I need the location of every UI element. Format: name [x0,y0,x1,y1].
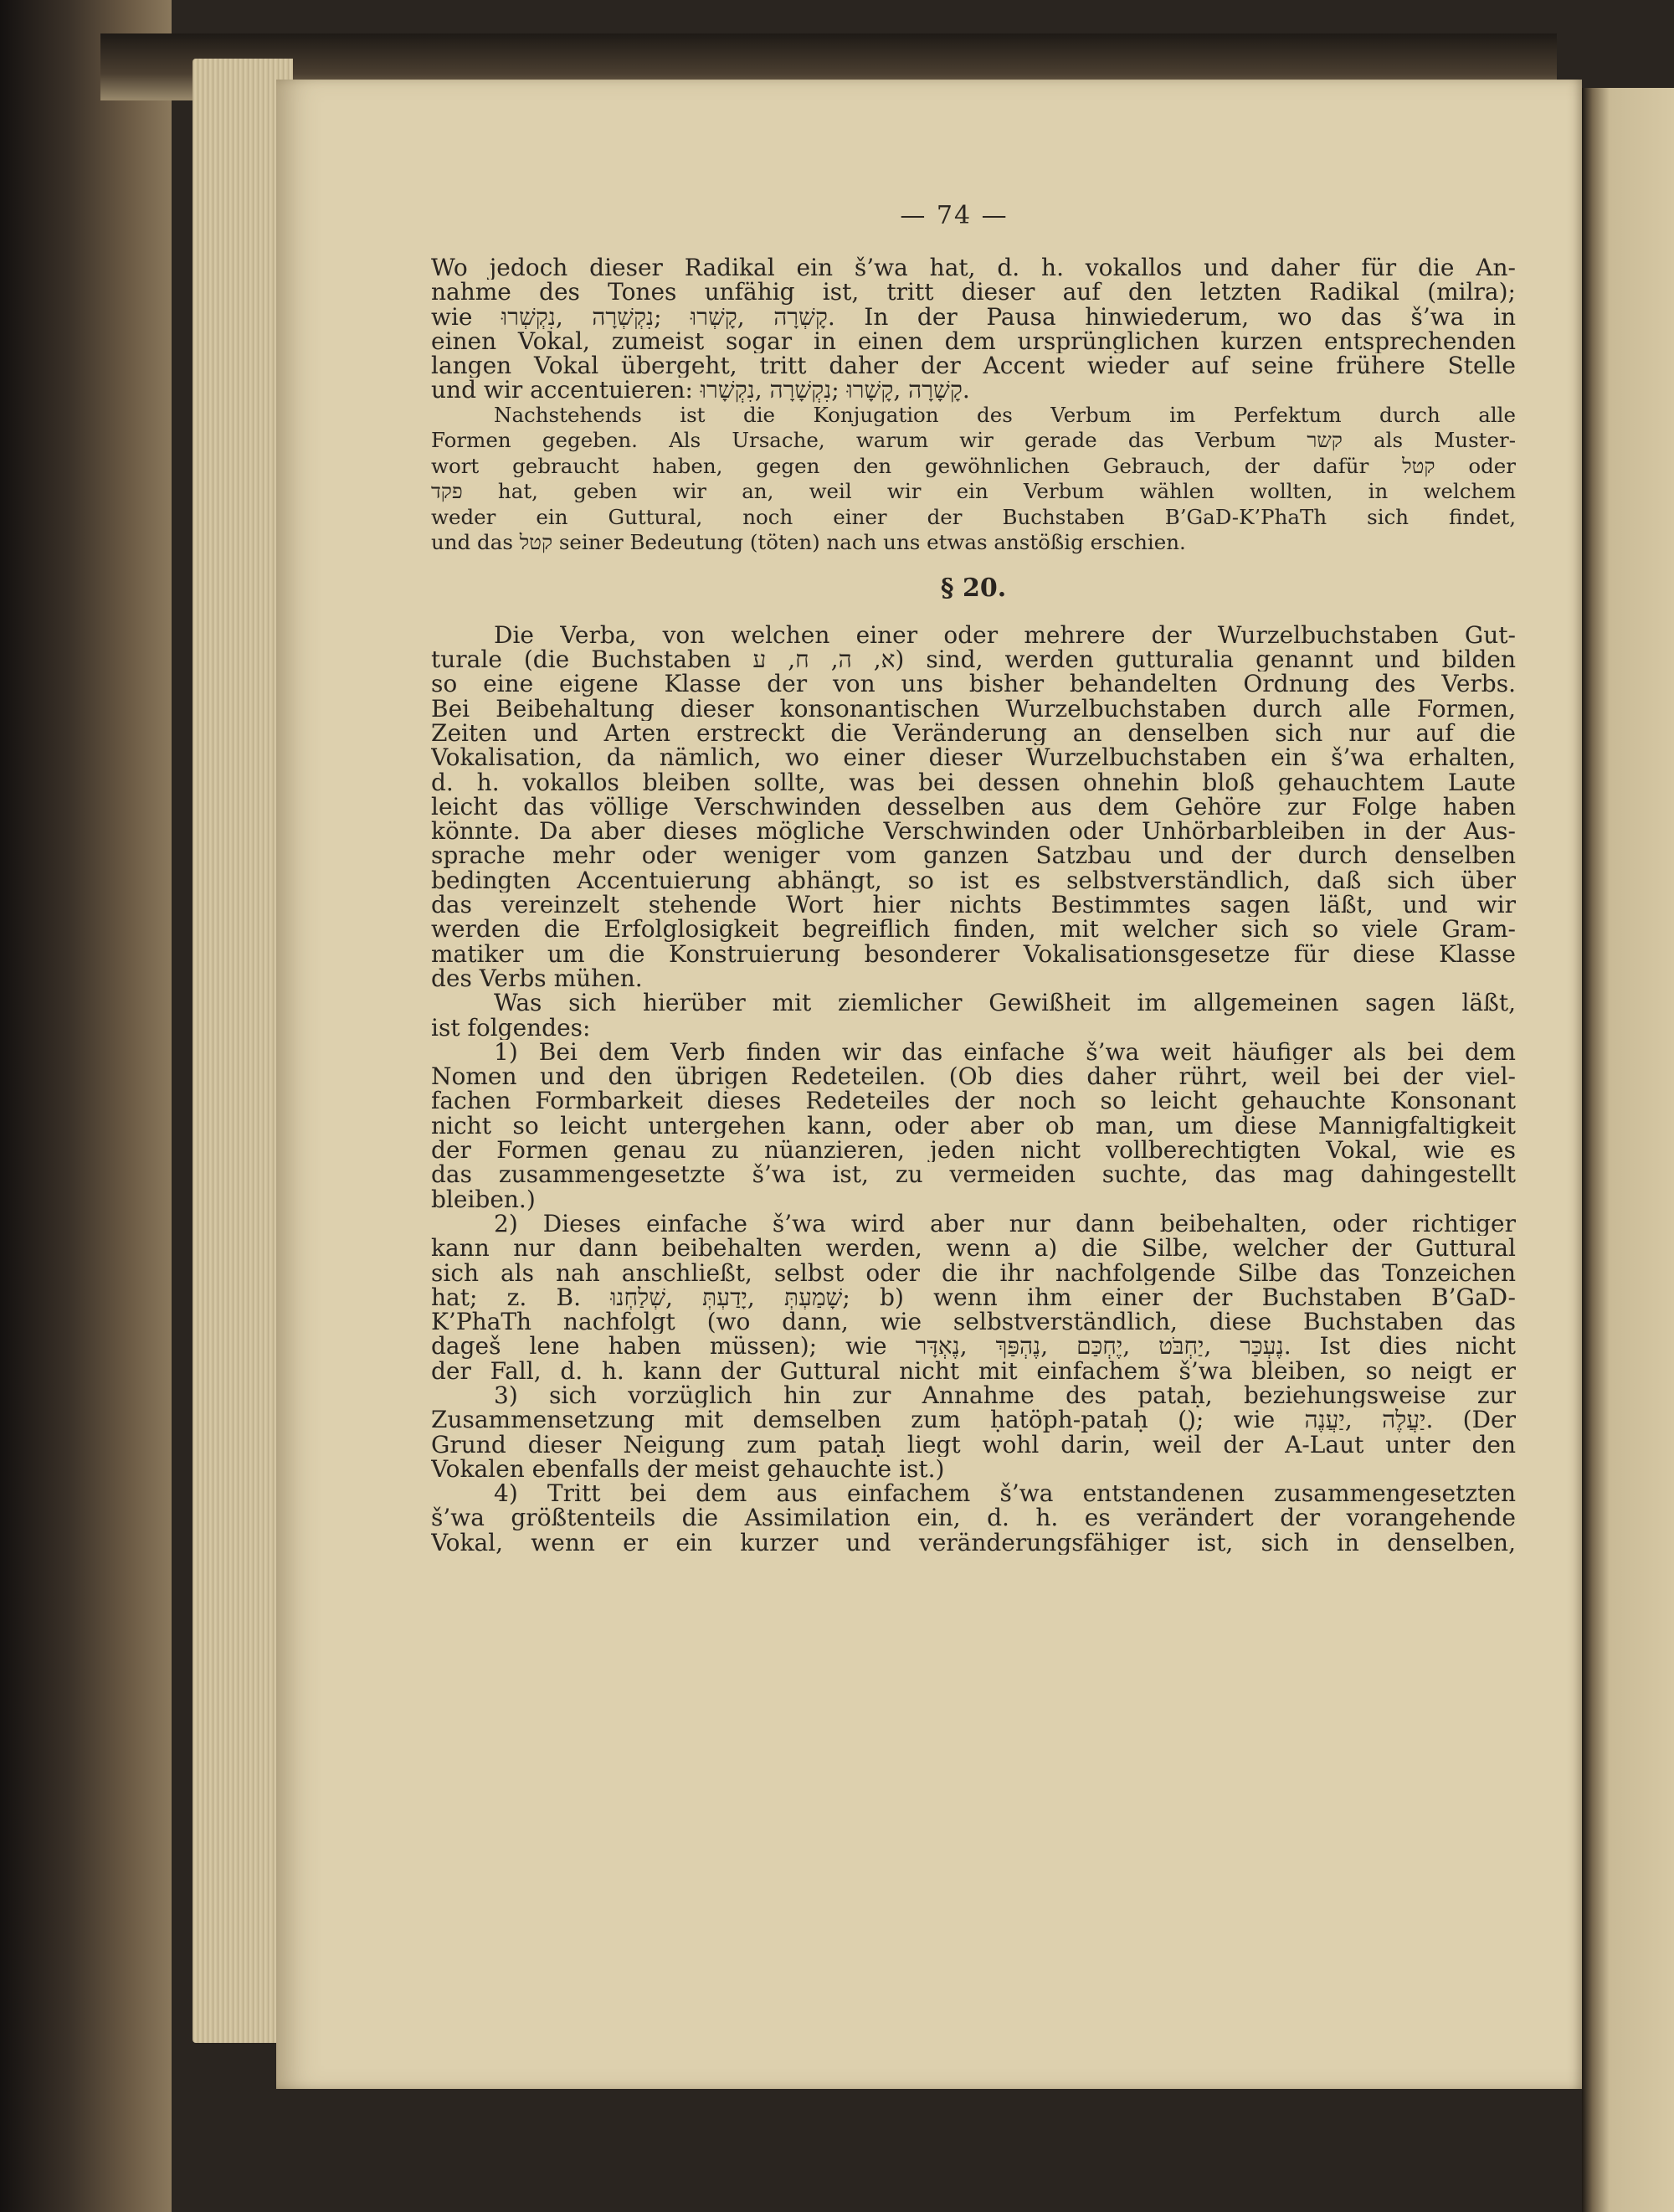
text-line: nicht so leicht untergehen kann, oder aber ob man, um diese Mannigfaltigkeit [431,1113,1516,1139]
text-line: fachen Formbarkeit dieses Redeteiles der noch so leicht gehauchte Konsonant [431,1088,1516,1114]
text-line: das vereinzelt stehende Wort hier nichts Bestimmtes sagen läßt, und wir [431,893,1516,918]
text-line: K’PhaTh nachfolgt (wo dann, wie selbstverständlich, diese Buchstaben das [431,1309,1516,1335]
text-line: Vokal, wenn er ein kurzer und veränderungsfähiger ist, sich in denselben, [431,1530,1516,1556]
text-line: dageš lene haben müssen); wie נֶעְכַּר ,יַחְבֹּט ,יֶחְכַּם ,נֶהְפַּךְ ,נֶאְדָּר. Ist dies nicht [431,1334,1516,1359]
text-line: Die Verba, von welchen einer oder mehrere der Wurzelbuchstaben Gut- [494,622,1516,648]
note-line: Formen gegeben. Als Ursache, warum wir gerade das Verbum קשר als Muster- [431,428,1516,453]
text-line: 4) Tritt bei dem aus einfachem š’wa entstandenen zusammengesetzten [494,1481,1516,1506]
text-line: š’wa größtenteils die Assimilation ein, d. h. es verändert der vorangehende [431,1505,1516,1530]
note-paragraph [431,403,1516,556]
text-line: ist folgendes: [431,1015,591,1040]
text-line: sich als nah anschließt, selbst oder die ihr nachfolgende Silbe das Tonzeichen [431,1260,1516,1285]
text-line: und wir accentuieren: קָשָׁרָה ,קָשָׁרוּ ;נִקְשָׁרָה ,נִקְשָׁרוּ. [431,378,970,403]
text-line: könnte. Da aber dieses mögliche Verschwinden oder Unhörbarbleiben in der Aus- [431,819,1516,844]
text-line: 1) Bei dem Verb finden wir das einfache š’wa weit häufiger als bei dem [494,1039,1516,1065]
text-line: Nomen und den übrigen Redeteilen. (Ob dies daher rührt, weil bei der viel- [431,1064,1516,1089]
text-line: kann nur dann beibehalten werden, wenn a) die Silbe, welcher der Guttural [431,1236,1516,1261]
text-line: bedingten Accentuierung abhängt, so ist es selbstverständlich, daß sich über [431,867,1516,893]
text-line: werden die Erfolglosigkeit begreiflich finden, mit welcher sich so viele Gram- [431,917,1516,942]
section-heading: § 20. [940,573,1007,603]
text-line: Bei Beibehaltung dieser konsonantischen Wurzelbuchstaben durch alle Formen, [431,696,1516,721]
text-line: Grund dieser Neigung zum pataḥ liegt wohl darin, weil der A-Laut unter den [431,1432,1516,1457]
intro-paragraph [431,255,1516,403]
text-line: Vokalen ebenfalls der meist gehauchte ist.) [431,1456,945,1482]
text-line: Zeiten und Arten erstreckt die Veränderung an denselben sich nur auf die [431,720,1516,746]
note-line: Nachstehends ist die Konjugation des Verbum im Perfektum durch alle [494,402,1516,427]
text-line: der Formen genau zu nüanzieren, jeden nicht vollberechtigten Vokal, wie es [431,1138,1516,1163]
text-line: 3) sich vorzüglich hin zur Annahme des pataḥ, beziehungsweise zur [494,1382,1516,1408]
text-line: wie קָשְׁרָה ,קָשְׁרוּ ;נִקְשְׁרָה ,נִקְשְׁרוּ. In der Pausa hinwiederum, wo das š’wa in [431,304,1516,329]
note-line: פקד hat, geben wir an, weil wir ein Verbum wählen wollten, in welchem [431,479,1516,504]
text-line: hat; z. B. שָׁמַעְתְּ ,יָדַעְתְּ ,שְׁלַחְנוּ; b) wenn ihm einer der Buchstaben B’GaD- [431,1284,1516,1310]
text-line: Was sich hierüber mit ziemlicher Gewißheit im allgemeinen sagen läßt, [494,990,1516,1016]
text-line: sprache mehr oder weniger vom ganzen Satzbau und der durch denselben [431,843,1516,868]
text-line: des Verbs mühen. [431,965,643,991]
book-cover-left [0,0,172,2212]
note-line: und das קטל seiner Bedeutung (töten) nach uns etwas anstößig erschien. [431,530,1186,555]
text-line: 2) Dieses einfache š’wa wird aber nur dann beibehalten, oder richtiger [494,1211,1516,1237]
text-line: nahme des Tones unfähig ist, tritt dieser auf den letzten Radikal (milra); [431,280,1516,305]
text-line: bleiben.) [431,1186,536,1211]
text-line: der Fall, d. h. kann der Guttural nicht mit einfachem š’wa bleiben, so neigt er [431,1358,1516,1383]
text-line: so eine eigene Klasse der von uns bisher behandelten Ordnung des Verbs. [431,671,1516,697]
text-line: Wo jedoch dieser Radikal ein š’wa hat, d. h. vokallos und daher für die An- [431,255,1516,280]
text-line: einen Vokal, zumeist sogar in einen dem ursprünglichen kurzen entsprechenden [431,328,1516,354]
text-line: Zusammensetzung mit demselben zum ḥatöph-pataḥ (ֲ); wie יַעֲלֶה ,יַעֲנֶה. (Der [431,1407,1516,1433]
note-line: weder ein Guttural, noch einer der Buchstaben B’GaD-K’PhaTh sich findet, [431,504,1516,529]
text-line: Vokalisation, da nämlich, wo einer dieser Wurzelbuchstaben ein š’wa erhalten, [431,745,1516,770]
page-number: — 74 — [900,201,1009,230]
text-line: matiker um die Konstruierung besonderer Vokalisationsgesetze für diese Klasse [431,941,1516,966]
text-line: langen Vokal übergeht, tritt daher der Accent wieder auf seine frühere Stelle [431,353,1516,378]
text-line: das zusammengesetzte š’wa ist, zu vermeiden suchte, das mag dahingestellt [431,1162,1516,1187]
text-line: turale (die Buchstaben א, ה, ח, ע) sind, werden gutturalia genannt und bilden [431,647,1516,672]
text-line: d. h. vokallos bleiben sollte, was bei dessen ohnehin bloß gehauchtem Laute [431,769,1516,795]
note-line: wort gebraucht haben, gegen den gewöhnlichen Gebrauch, der dafür קטל oder [431,453,1516,478]
text-line: leicht das völlige Verschwinden desselben aus dem Gehöre zur Folge haben [431,794,1516,820]
right-page-edge [1582,88,1674,2212]
page-text [431,255,1516,1555]
body-text [431,623,1516,1555]
